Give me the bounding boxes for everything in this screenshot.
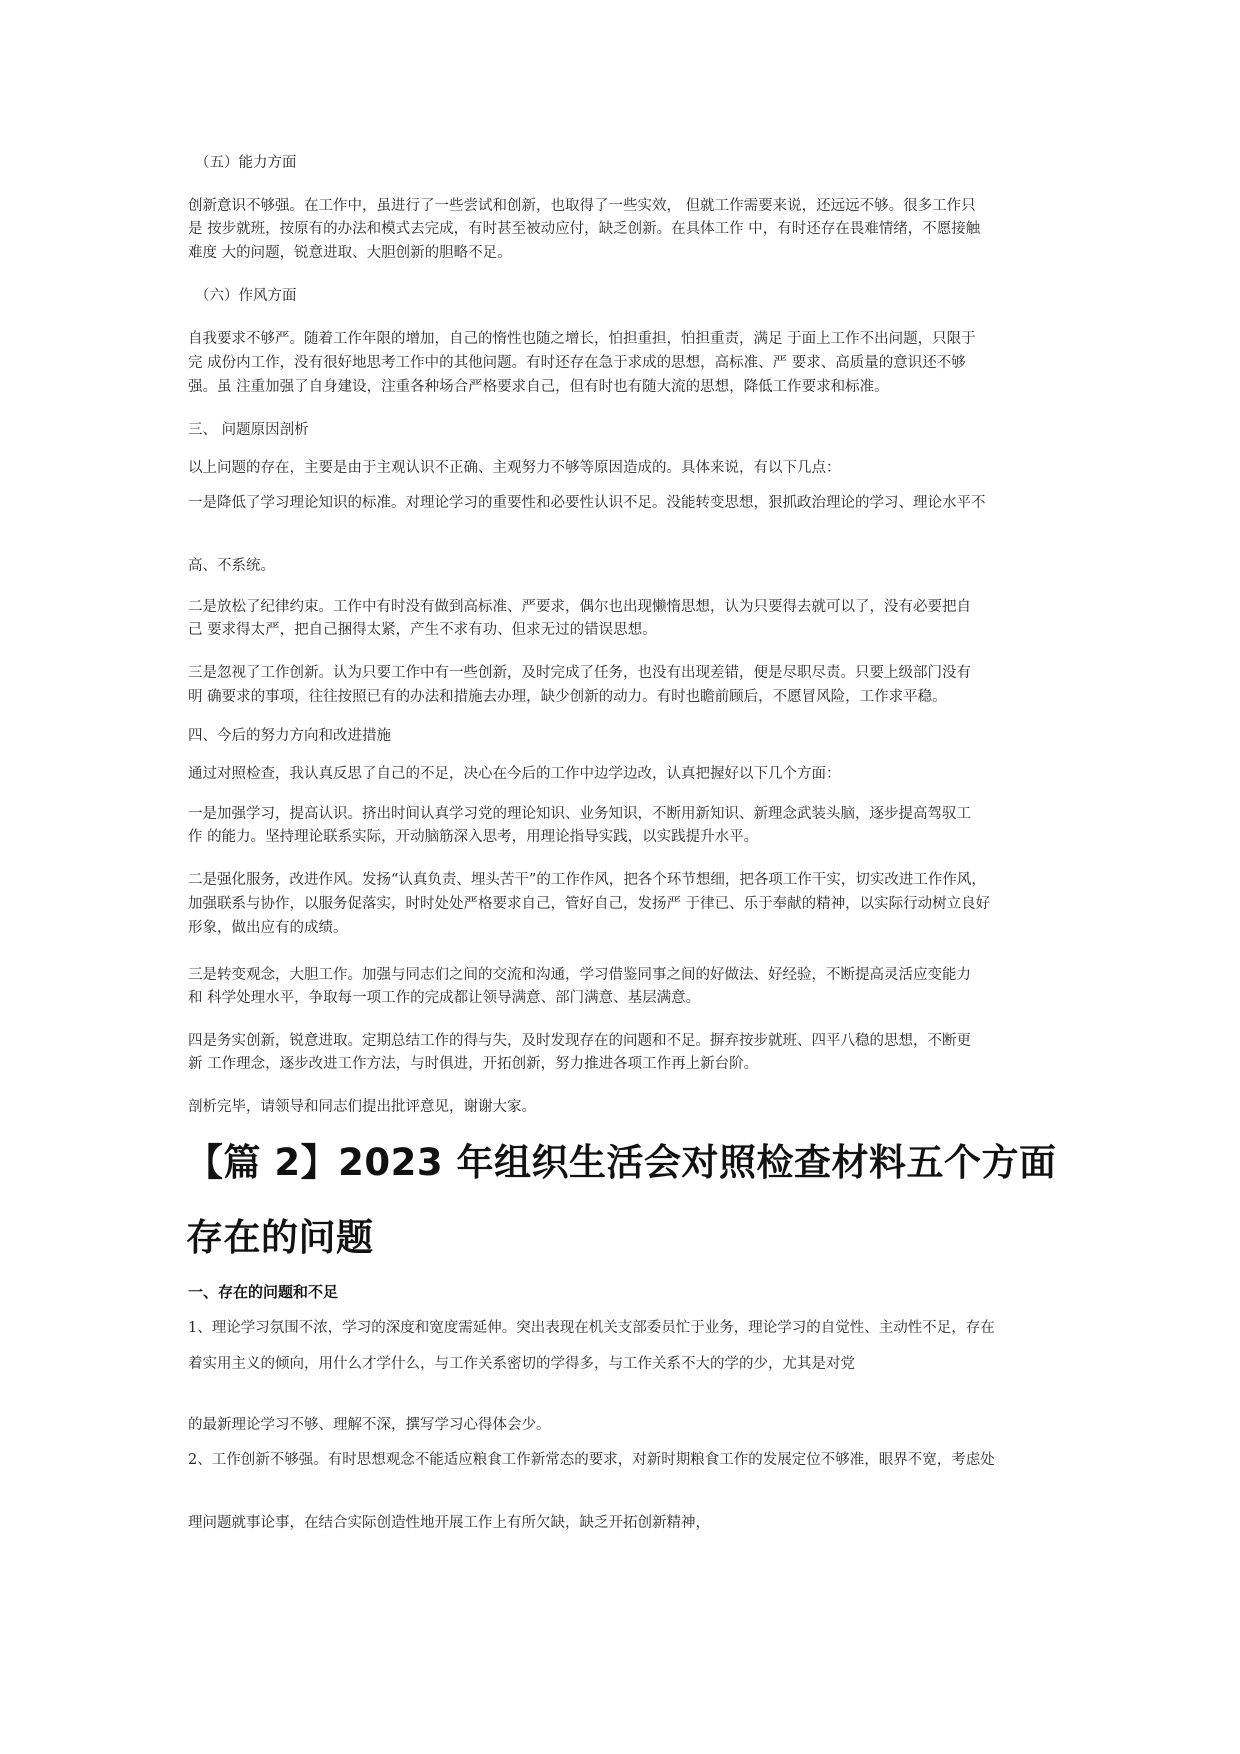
paragraph-line: 完 成份内工作，没有很好地思考工作中的其他问题。有时还存在急于求成的思想，高标准、严 要求、高质量的意识还不够: [188, 355, 966, 371]
section-heading-improvement: 四、今后的努力方向和改进措施: [188, 728, 391, 744]
paragraph-line: 创新意识不够强。在工作中，虽进行了一些尝试和创新，也取得了一些实效， 但就工作需要来说，还远远不够。很多工作只: [188, 198, 976, 214]
paragraph-line: 四是务实创新，锐意进取。定期总结工作的得与失，及时发现存在的问题和不足。摒弃按步就班、四平八稳的思想，不断更: [188, 1033, 971, 1049]
section-heading-cause-analysis: 三、 问题原因剖析: [188, 422, 309, 438]
paragraph-line: 作 的能力。坚持理论联系实际，开动脑筋深入思考，用理论指导实践，以实践提升水平。: [188, 829, 759, 845]
paragraph-line: 加强联系与协作，以服务促落实，时时处处严格要求自己，管好自己，发扬严 于律已、乐于奉献的精神，以实际行动树立良好: [188, 896, 991, 912]
subsection-heading-ability: （五）能力方面: [195, 155, 297, 171]
section-title: 一、存在的问题和不足: [188, 1283, 339, 1301]
paragraph-line: 二是强化服务，改进作风。发扬“认真负责、埋头苦干”的工作作风，把各个环节想细，把各项工作干实，切实改进工作作风，: [188, 872, 986, 888]
paragraph-line: 高、不系统。: [188, 558, 275, 574]
paragraph-line: 强。虽 注重加强了自身建设，注重各种场合严格要求自己，但有时也有随大流的思想，降低工作要求和标准。: [188, 379, 889, 395]
article-heading-line-2: 存在的问题: [186, 1216, 374, 1259]
paragraph-line: 着实用主义的倾向，用什么才学什么，与工作关系密切的学得多，与工作关系不大的学的少，尤其是对党: [188, 1356, 855, 1372]
article-heading-line-1: 【篇 2】2023 年组织生活会对照检查材料五个方面: [186, 1141, 1057, 1184]
paragraph-line: 三是忽视了工作创新。认为只要工作中有一些创新，及时完成了任务，也没有出现差错，便是尽职尽责。只要上级部门没有: [188, 665, 971, 681]
paragraph-line: 二是放松了纪律约束。工作中有时没有做到高标准、严要求，偶尔也出现懒惰思想，认为只要得去就可以了，没有必要把自: [188, 599, 971, 615]
paragraph-line: 明 确要求的事项，往往按照已有的办法和措施去办理，缺少创新的动力。有时也瞻前顾后，不愿冒风险，工作求平稳。: [188, 689, 947, 705]
paragraph-line: 2、工作创新不够强。有时思想观念不能适应粮食工作新常态的要求，对新时期粮食工作的发展定位不够准，眼界不宽，考虑处: [188, 1452, 995, 1468]
paragraph-line: 难度 大的问题，锐意进取、大胆创新的胆略不足。: [188, 245, 512, 261]
paragraph-line: 三是转变观念，大胆工作。加强与同志们之间的交流和沟通，学习借鉴同事之间的好做法、好经验，不断提高灵活应变能力: [188, 967, 971, 983]
paragraph-line: 一是加强学习，提高认识。挤出时间认真学习党的理论知识、业务知识，不断用新知识、新理念武装头脑，逐步提高驾驭工: [188, 806, 971, 822]
paragraph-line: 是 按步就班，按原有的办法和模式去完成，有时甚至被动应付，缺乏创新。在具体工作 中，有时还存在畏难情绪，不愿接触: [188, 221, 981, 237]
paragraph-line: 己 要求得太严，把自己捆得太紧，产生不求有功、但求无过的错误思想。: [188, 622, 657, 638]
paragraph-line: 和 科学处理水平，争取每一项工作的完成都让领导满意、部门满意、基层满意。: [188, 990, 701, 1006]
paragraph-line: 自我要求不够严。随着工作年限的增加，自己的惰性也随之增长，怕担重担，怕担重责，满足 于面上工作不出问题，只限于: [188, 331, 976, 347]
paragraph-line: 的最新理论学习不够、理解不深，撰写学习心得体会少。: [188, 1417, 551, 1433]
paragraph-line: 新 工作理念，逐步改进工作方法，与时俱进，开拓创新，努力推进各项工作再上新台阶。: [188, 1056, 759, 1072]
paragraph-line: 1、理论学习氛围不浓，学习的深度和宽度需延伸。突出表现在机关支部委员忙于业务，理论学习的自觉性、主动性不足，存在: [188, 1320, 995, 1336]
paragraph-line: 以上问题的存在，主要是由于主观认识不正确、主观努力不够等原因造成的。具体来说，有以下几点：: [188, 460, 841, 476]
paragraph-line: 理问题就事论事，在结合实际创造性地开展工作上有所欠缺，缺乏开拓创新精神，: [188, 1515, 710, 1531]
paragraph-line: 形象，做出应有的成绩。: [188, 920, 348, 936]
closing-line: 剖析完毕，请领导和同志们提出批评意见，谢谢大家。: [188, 1099, 536, 1115]
paragraph-line: 通过对照检查，我认真反思了自己的不足，决心在今后的工作中边学边改，认真把握好以下几个方面：: [188, 766, 841, 782]
subsection-heading-style: （六）作风方面: [195, 288, 297, 304]
paragraph-line: 一是降低了学习理论知识的标准。对理论学习的重要性和必要性认识不足。没能转变思想，狠抓政治理论的学习、理论水平不: [188, 495, 986, 511]
